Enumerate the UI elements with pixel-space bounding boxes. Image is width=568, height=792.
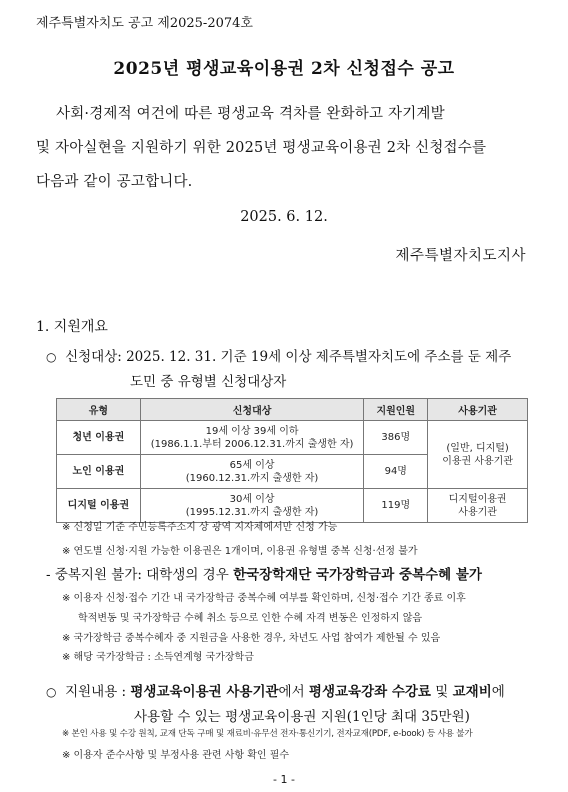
row-count: 94명 bbox=[364, 455, 428, 489]
duplicate-prefix: - 중복지원 불가: 대학생의 경우 bbox=[46, 567, 234, 583]
agency-digital-line-1: 디지털이용권 bbox=[448, 493, 507, 505]
target-line-2: 도민 중 유형별 신청대상자 bbox=[130, 374, 287, 390]
content-mid2: 및 bbox=[430, 684, 453, 700]
note-one-voucher: ※ 연도별 신청·지원 가능한 이용권은 1개이며, 이용권 유형별 중복 신청·선정 불가 bbox=[62, 546, 418, 557]
row-target-birth: (1995.12.31.까지 출생한 자) bbox=[185, 506, 319, 518]
row-count: 119명 bbox=[364, 489, 428, 523]
row-agency-digital bbox=[428, 489, 528, 523]
row-target bbox=[140, 421, 364, 455]
agency-digital-line-2: 사용기관 bbox=[458, 506, 497, 518]
support-content-line-1 bbox=[46, 680, 505, 700]
duplicate-bold: 한국장학재단 국가장학금과 중복수혜 불가 bbox=[233, 567, 482, 583]
duplicate-restriction bbox=[46, 563, 482, 583]
page-number: - 1 - bbox=[273, 773, 295, 786]
col-header-agency: 사용기관 bbox=[428, 399, 528, 421]
row-type: 청년 이용권 bbox=[57, 421, 141, 455]
row-type: 디지털 이용권 bbox=[57, 489, 141, 523]
row-target-age: 19세 이상 39세 이하 bbox=[205, 425, 299, 437]
eligibility-table bbox=[56, 398, 528, 523]
note-scholarship-type: ※ 해당 국가장학금 : 소득연계형 국가장학금 bbox=[62, 652, 254, 663]
table-row bbox=[57, 421, 528, 455]
content-bold-fee: 평생교육강좌 수강료 bbox=[308, 684, 431, 700]
content-bold-agency: 평생교육이용권 사용기관 bbox=[130, 684, 279, 700]
row-target bbox=[140, 455, 364, 489]
content-bold-material: 교재비 bbox=[452, 684, 492, 700]
intro-line-3: 다음과 같이 공고합니다. bbox=[36, 174, 193, 190]
agency-shared-line-2: 이용권 사용기관 bbox=[442, 455, 514, 467]
note-residence: ※ 신청일 기준 주민등록주소지 상 광역 지자체에서만 신청 가능 bbox=[62, 522, 338, 533]
col-header-target: 신청대상 bbox=[140, 399, 364, 421]
content-prefix: 지원내용 : bbox=[65, 684, 131, 700]
table-header-row bbox=[57, 399, 528, 421]
note-usage-rules: ※ 본인 사용 및 수강 원칙, 교재 단독 구매 및 재료비·유무선 전자·통신기기, 전자교재(PDF, e-book) 등 사용 불가 bbox=[62, 729, 473, 739]
row-target-birth: (1986.1.1.부터 2006.12.31.까지 출생한 자) bbox=[150, 438, 354, 450]
row-target-age: 30세 이상 bbox=[229, 493, 275, 505]
intro-line-1: 사회·경제적 여건에 따른 평생교육 격차를 완화하고 자기계발 bbox=[56, 106, 445, 122]
row-target-birth: (1960.12.31.까지 출생한 자) bbox=[185, 472, 319, 484]
content-suffix: 에 bbox=[491, 684, 505, 700]
section-heading: 1. 지원개요 bbox=[36, 319, 108, 335]
bullet-circle: ○ bbox=[46, 350, 57, 364]
content-mid: 에서 bbox=[278, 684, 309, 700]
row-type: 노인 이용권 bbox=[57, 455, 141, 489]
note-compliance: ※ 이용자 준수사항 및 부정사용 관련 사항 확인 필수 bbox=[62, 750, 290, 761]
target-text: 신청대상: 2025. 12. 31. 기준 19세 이상 제주특별자치도에 주소를 둔 제주 bbox=[65, 349, 512, 365]
note-scholarship-check-2: 학적변동 및 국가장학금 수혜 취소 등으로 인한 수혜 자격 변동은 인정하지 않음 bbox=[78, 613, 423, 624]
target-line-1 bbox=[46, 345, 511, 365]
document-title: 2025년 평생교육이용권 2차 신청접수 공고 bbox=[113, 59, 455, 79]
note-scholarship-limit: ※ 국가장학금 중복수혜자 중 지원금을 사용한 경우, 차년도 사업 참여가 제한될 수 있음 bbox=[62, 633, 441, 644]
notice-number: 제주특별자치도 공고 제2025-2074호 bbox=[36, 16, 253, 31]
intro-line-2: 및 자아실현을 지원하기 위한 2025년 평생교육이용권 2차 신청접수를 bbox=[36, 140, 487, 156]
col-header-count: 지원인원 bbox=[364, 399, 428, 421]
notice-date: 2025. 6. 12. bbox=[240, 209, 328, 225]
note-scholarship-check-1: ※ 이용자 신청·접수 기간 내 국가장학금 중복수혜 여부를 확인하며, 신청·접수 기간 종료 이후 bbox=[62, 593, 466, 604]
bullet-circle: ○ bbox=[46, 685, 57, 699]
agency-shared-line-1: (일반, 디지털) bbox=[446, 442, 509, 454]
support-content-line-2: 사용할 수 있는 평생교육이용권 지원(1인당 최대 35만원) bbox=[134, 709, 470, 725]
col-header-type: 유형 bbox=[57, 399, 141, 421]
row-agency-shared bbox=[428, 421, 528, 489]
issuer: 제주특별자치도지사 bbox=[395, 248, 526, 264]
row-count: 386명 bbox=[364, 421, 428, 455]
row-target-age: 65세 이상 bbox=[229, 459, 275, 471]
